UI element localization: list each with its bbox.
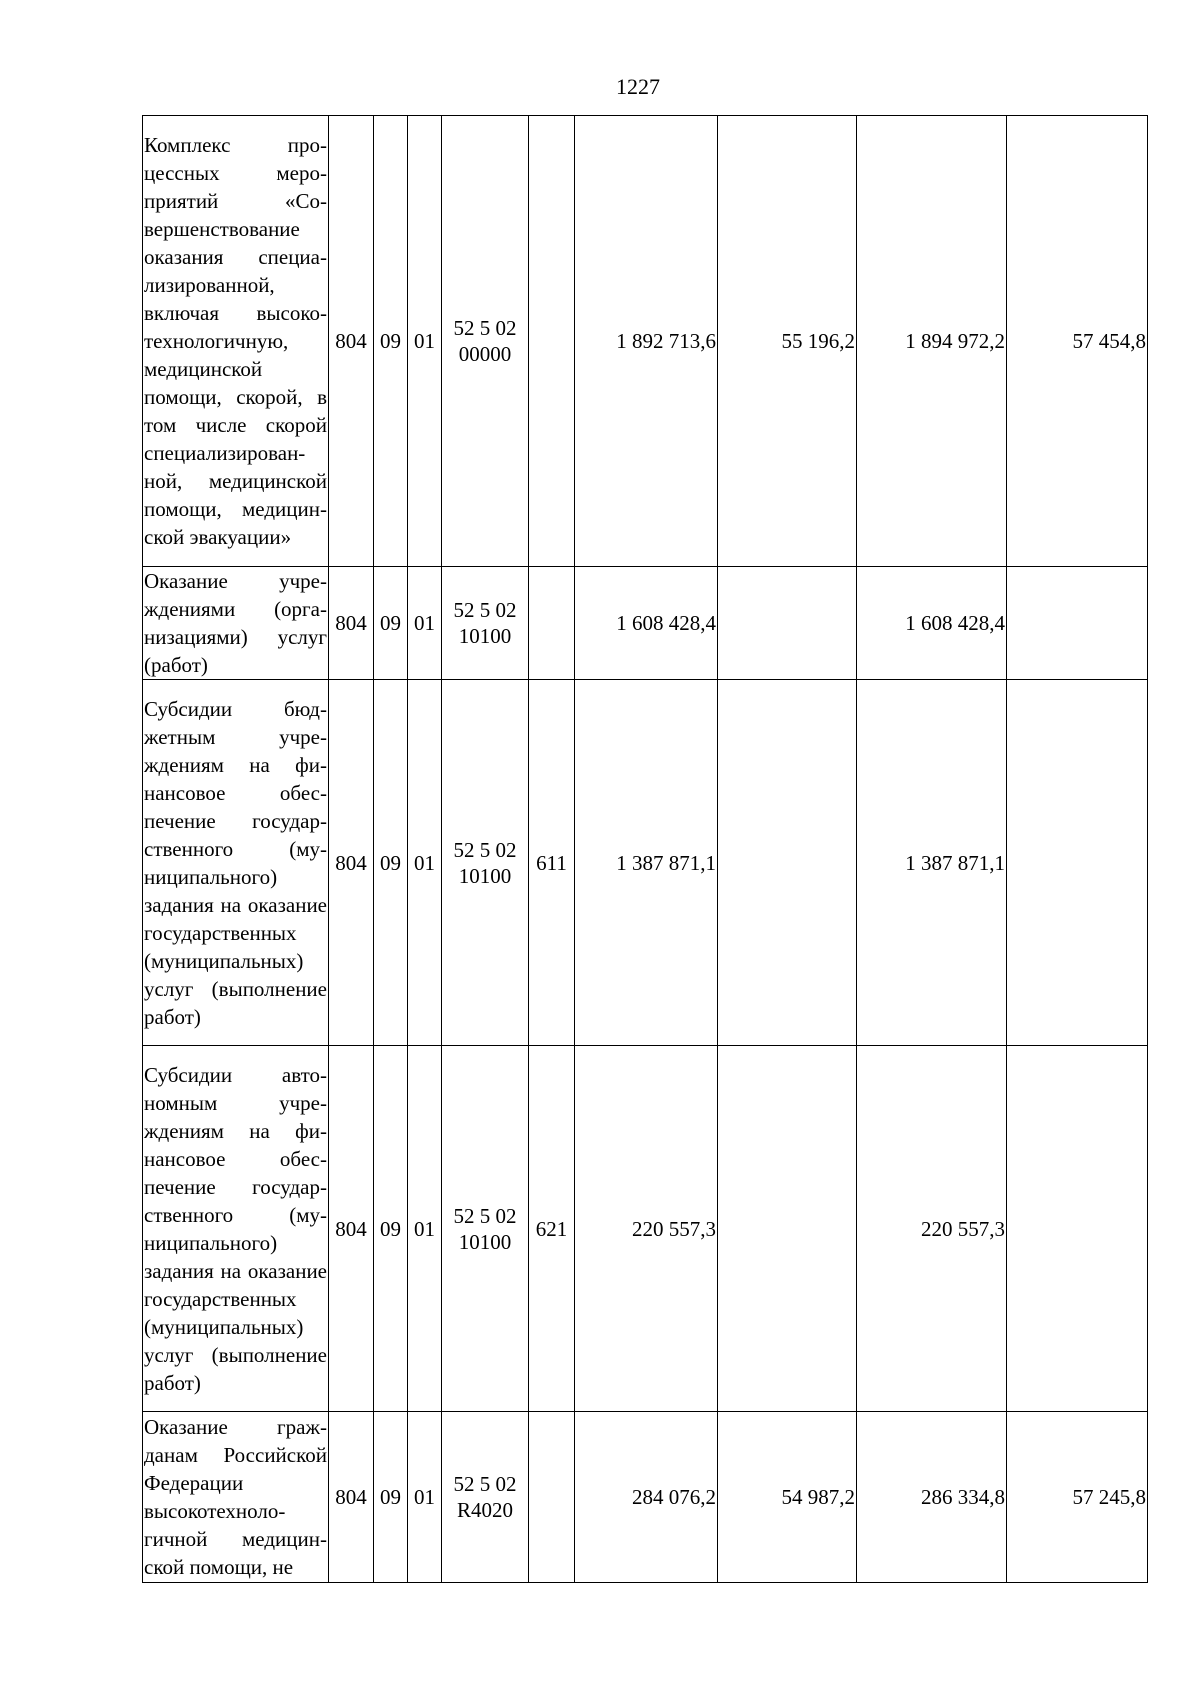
row-description: Оказание гражданам Российской Федерации высокотехнологичной медицинской помощи, не [143, 1412, 329, 1583]
row-description: Комплекс процессных мероприятий «Совершенствование оказания специализированной, включая высокотехнологичную, медицинской помощи, скорой, в том числе скорой специализирован-ной, медицинской помощи, медицинской эвакуации» [143, 116, 329, 567]
target-article-code [442, 116, 529, 567]
change-cell [718, 1046, 857, 1412]
target-article-code-part1: 52 5 02 [453, 598, 517, 622]
target-article-code [442, 1046, 529, 1412]
ministry-code: 804 [329, 116, 374, 567]
section-code: 09 [374, 1412, 408, 1583]
section-code: 09 [374, 680, 408, 1046]
change-cell [1007, 567, 1148, 680]
target-article-code-part2: 10100 [458, 1229, 512, 1254]
row-description: Оказание учреждениями (организациями) услуг (работ) [143, 567, 329, 680]
target-article-code-part1: 52 5 02 [453, 837, 517, 862]
target-article-code [442, 1412, 529, 1583]
target-article-code-part2: 10100 [458, 624, 512, 648]
ministry-code: 804 [329, 1412, 374, 1583]
expense-type-code: 621 [529, 1046, 575, 1412]
amount-cell: 1 387 871,1 [857, 680, 1007, 1046]
subsection-code: 01 [408, 1046, 442, 1412]
target-article-code [442, 680, 529, 1046]
table-row [143, 1046, 1148, 1412]
target-article-code-part2: 00000 [458, 342, 512, 366]
budget-table [142, 115, 1148, 1583]
ministry-code: 804 [329, 567, 374, 680]
change-cell: 57 454,8 [1007, 116, 1148, 567]
amount-cell: 1 892 713,6 [575, 116, 718, 567]
expense-type-code [529, 1412, 575, 1583]
section-code: 09 [374, 1046, 408, 1412]
table-row [143, 680, 1148, 1046]
row-description: Субсидии автономным учреждениям на финансовое обеспечение государственного (муниципального) задания на оказание государственных (муниципальных) услуг (выполнение работ) [143, 1046, 329, 1412]
change-cell: 54 987,2 [718, 1412, 857, 1583]
table-body [143, 116, 1148, 1583]
change-cell: 57 245,8 [1007, 1412, 1148, 1583]
amount-cell: 1 608 428,4 [575, 567, 718, 680]
change-cell [718, 567, 857, 680]
expense-type-code: 611 [529, 680, 575, 1046]
amount-cell: 286 334,8 [857, 1412, 1007, 1583]
expense-type-code [529, 116, 575, 567]
table-row [143, 116, 1148, 567]
target-article-code-part1: 52 5 02 [453, 1203, 517, 1228]
amount-cell: 284 076,2 [575, 1412, 718, 1583]
target-article-code-part2: 10100 [458, 863, 512, 888]
subsection-code: 01 [408, 116, 442, 567]
table-row [143, 1412, 1148, 1583]
amount-cell: 220 557,3 [857, 1046, 1007, 1412]
page-number: 1227 [616, 74, 660, 99]
target-article-code-part1: 52 5 02 [453, 1472, 517, 1496]
ministry-code: 804 [329, 680, 374, 1046]
ministry-code: 804 [329, 1046, 374, 1412]
amount-cell: 1 894 972,2 [857, 116, 1007, 567]
subsection-code: 01 [408, 1412, 442, 1583]
expense-type-code [529, 567, 575, 680]
target-article-code-part2: R4020 [456, 1498, 513, 1522]
section-code: 09 [374, 567, 408, 680]
target-article-code [442, 567, 529, 680]
amount-cell: 220 557,3 [575, 1046, 718, 1412]
amount-cell: 1 387 871,1 [575, 680, 718, 1046]
amount-cell: 1 608 428,4 [857, 567, 1007, 680]
change-cell [1007, 680, 1148, 1046]
change-cell [1007, 1046, 1148, 1412]
change-cell: 55 196,2 [718, 116, 857, 567]
subsection-code: 01 [408, 680, 442, 1046]
target-article-code-part1: 52 5 02 [453, 316, 517, 340]
table-row [143, 567, 1148, 680]
section-code: 09 [374, 116, 408, 567]
row-description: Субсидии бюджетным учреждениям на финансовое обеспечение государственного (муниципального) задания на оказание государственных (муниципальных) услуг (выполнение работ) [143, 680, 329, 1046]
change-cell [718, 680, 857, 1046]
subsection-code: 01 [408, 567, 442, 680]
